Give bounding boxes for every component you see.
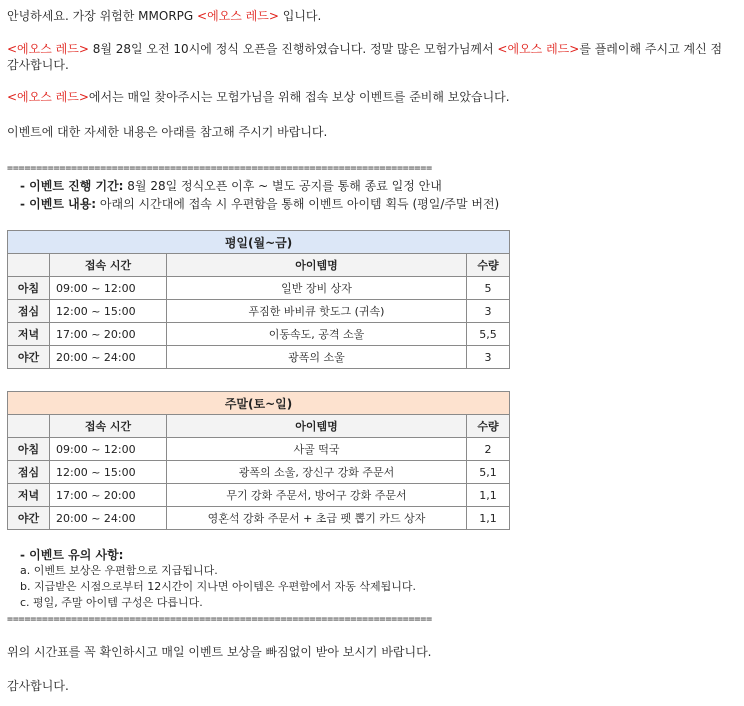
header-slot bbox=[8, 415, 50, 438]
time-cell: 09:00 ~ 12:00 bbox=[50, 277, 167, 300]
qty-cell: 1,1 bbox=[467, 484, 510, 507]
qty-cell: 5,1 bbox=[467, 461, 510, 484]
slot-label: 저녁 bbox=[8, 484, 50, 507]
slot-label: 아침 bbox=[8, 277, 50, 300]
time-cell: 20:00 ~ 24:00 bbox=[50, 507, 167, 530]
game-name: <에오스 레드> bbox=[7, 90, 89, 104]
table-header-row bbox=[8, 415, 510, 438]
event-content: - 이벤트 내용: 아래의 시간대에 접속 시 우편함을 통해 이벤트 아이템 획득 (평일/주말 버전) bbox=[20, 197, 500, 211]
outro-line-1: 위의 시간표를 꼭 확인하시고 매일 이벤트 보상을 빠짐없이 받아 보시기 바랍니다. bbox=[7, 645, 432, 659]
game-name: <에오스 레드> bbox=[197, 9, 279, 23]
header-item: 아이템명 bbox=[167, 254, 467, 277]
slot-label: 저녁 bbox=[8, 323, 50, 346]
event-period: - 이벤트 진행 기간: 8월 28일 정식오픈 이후 ~ 별도 공지를 통해 종료 일정 안내 bbox=[20, 179, 442, 193]
notes-label: - 이벤트 유의 사항: bbox=[20, 548, 124, 562]
separator-top: ========================================================================= bbox=[7, 163, 432, 174]
time-cell: 17:00 ~ 20:00 bbox=[50, 484, 167, 507]
item-cell: 무기 강화 주문서, 방어구 강화 주문서 bbox=[167, 484, 467, 507]
item-cell: 푸짐한 바비큐 핫도그 (귀속) bbox=[167, 300, 467, 323]
time-cell: 12:00 ~ 15:00 bbox=[50, 461, 167, 484]
table-row bbox=[8, 461, 510, 484]
table-row bbox=[8, 346, 510, 369]
table-row bbox=[8, 323, 510, 346]
note-b: b. 지급받은 시점으로부터 12시간이 지나면 아이템은 우편함에서 자동 삭제됩니다. bbox=[20, 580, 416, 593]
weekday-table bbox=[7, 230, 510, 369]
header-item: 아이템명 bbox=[167, 415, 467, 438]
game-name: <에오스 레드> bbox=[497, 42, 580, 56]
slot-label: 야간 bbox=[8, 346, 50, 369]
intro-line-2-cont: 감사합니다. bbox=[7, 58, 69, 72]
table-row bbox=[8, 300, 510, 323]
header-qty: 수량 bbox=[467, 415, 510, 438]
item-cell: 광폭의 소울 bbox=[167, 346, 467, 369]
qty-cell: 5 bbox=[467, 277, 510, 300]
qty-cell: 3 bbox=[467, 300, 510, 323]
outro-line-2: 감사합니다. bbox=[7, 679, 69, 693]
table-row bbox=[8, 507, 510, 530]
qty-cell: 2 bbox=[467, 438, 510, 461]
note-c: c. 평일, 주말 아이템 구성은 다릅니다. bbox=[20, 596, 203, 609]
item-cell: 영혼석 강화 주문서 + 초급 펫 뽑기 카드 상자 bbox=[167, 507, 467, 530]
slot-label: 점심 bbox=[8, 461, 50, 484]
weekend-title: 주말(토~일) bbox=[8, 392, 510, 415]
qty-cell: 3 bbox=[467, 346, 510, 369]
weekday-title: 평일(월~금) bbox=[8, 231, 510, 254]
intro-line-3: <에오스 레드>에서는 매일 찾아주시는 모험가님을 위해 접속 보상 이벤트를 준비해 보았습니다. bbox=[7, 90, 510, 104]
table-row bbox=[8, 277, 510, 300]
time-cell: 20:00 ~ 24:00 bbox=[50, 346, 167, 369]
intro-line-2: <에오스 레드> 8월 28일 오전 10시에 정식 오픈을 진행하였습니다. 정말 많은 모험가님께서 <에오스 레드>를 플레이해 주시고 계신 점 bbox=[7, 42, 723, 56]
time-cell: 12:00 ~ 15:00 bbox=[50, 300, 167, 323]
time-cell: 17:00 ~ 20:00 bbox=[50, 323, 167, 346]
item-cell: 이동속도, 공격 소울 bbox=[167, 323, 467, 346]
header-slot bbox=[8, 254, 50, 277]
qty-cell: 1,1 bbox=[467, 507, 510, 530]
qty-cell: 5,5 bbox=[467, 323, 510, 346]
note-a: a. 이벤트 보상은 우편함으로 지급됩니다. bbox=[20, 564, 218, 577]
header-time: 접속 시간 bbox=[50, 415, 167, 438]
table-header-row bbox=[8, 254, 510, 277]
item-cell: 사골 떡국 bbox=[167, 438, 467, 461]
intro-line-4: 이벤트에 대한 자세한 내용은 아래를 참고해 주시기 바랍니다. bbox=[7, 125, 328, 139]
item-cell: 일반 장비 상자 bbox=[167, 277, 467, 300]
weekend-table bbox=[7, 391, 510, 530]
slot-label: 아침 bbox=[8, 438, 50, 461]
header-qty: 수량 bbox=[467, 254, 510, 277]
table-row bbox=[8, 438, 510, 461]
game-name: <에오스 레드> bbox=[7, 42, 89, 56]
table-row bbox=[8, 484, 510, 507]
intro-line-1: 안녕하세요. 가장 위험한 MMORPG <에오스 레드> 입니다. bbox=[7, 9, 322, 23]
slot-label: 점심 bbox=[8, 300, 50, 323]
separator-bottom: ========================================================================= bbox=[7, 614, 432, 625]
time-cell: 09:00 ~ 12:00 bbox=[50, 438, 167, 461]
item-cell: 광폭의 소울, 장신구 강화 주문서 bbox=[167, 461, 467, 484]
header-time: 접속 시간 bbox=[50, 254, 167, 277]
slot-label: 야간 bbox=[8, 507, 50, 530]
